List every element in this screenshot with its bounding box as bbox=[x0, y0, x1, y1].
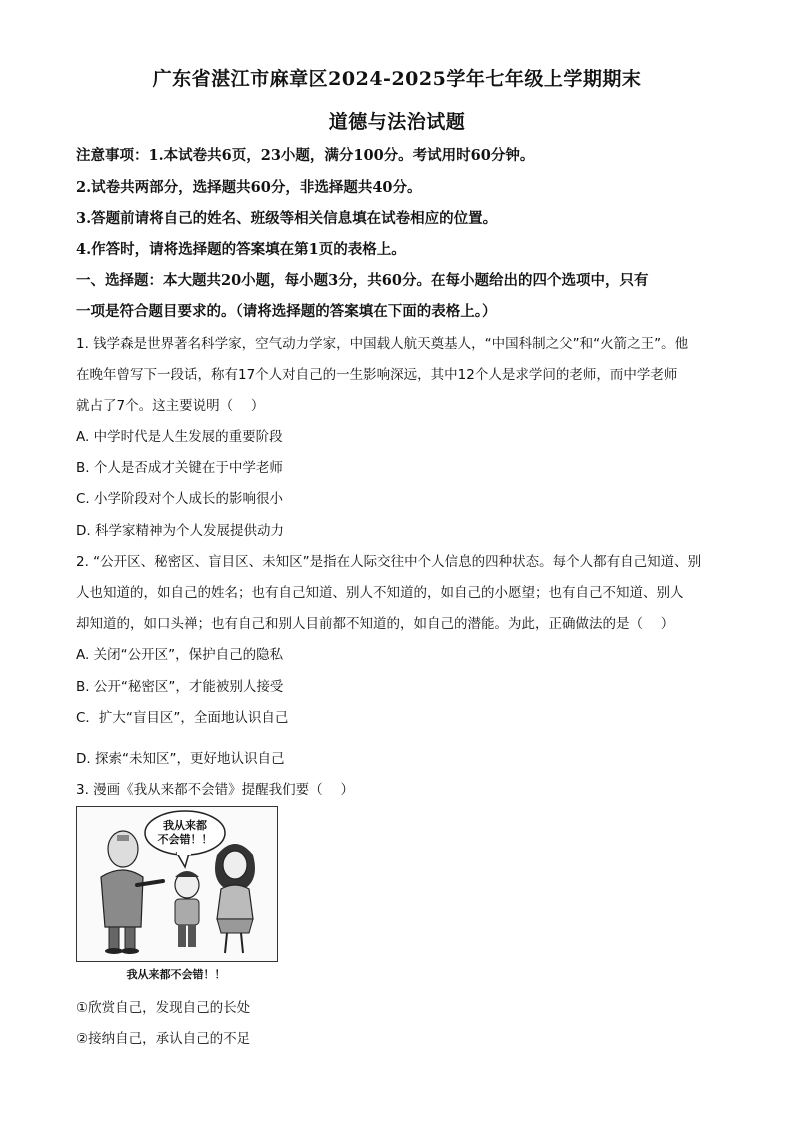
section-heading: 一项是符合题目要求的。（请将选择题的答案填在下面的表格上。） bbox=[76, 303, 497, 320]
question-2-stem: 人也知道的，如自己的姓名；也有自己知道、别人不知道的，如自己的小愿望；也有自己不知道、别人 bbox=[76, 585, 684, 601]
question-3-stem: 3. 漫画《我从来都不会错》提醒我们要（ ） bbox=[76, 782, 354, 798]
comic-illustration bbox=[76, 806, 278, 962]
question-1-stem: 就占了7个。这主要说明（ ） bbox=[76, 398, 265, 414]
note-line: 注意事项：1.本试卷共6页，23小题，满分100分。考试用时60分钟。 bbox=[76, 147, 535, 164]
question-1-option-a: A. 中学时代是人生发展的重要阶段 bbox=[76, 429, 283, 445]
question-1-option-b: B. 个人是否成才关键在于中学老师 bbox=[76, 460, 283, 476]
exam-title: 广东省湛江市麻章区2024-2025学年七年级上学期期末 bbox=[152, 68, 642, 90]
section-heading: 一、选择题：本大题共20小题，每小题3分，共60分。在每小题给出的四个选项中，只有 bbox=[76, 272, 649, 289]
note-line: 2.试卷共两部分，选择题共60分，非选择题共40分。 bbox=[76, 179, 422, 196]
comic-bubble-line: 我从来都 bbox=[163, 819, 207, 832]
question-1-option-d: D. 科学家精神为个人发展提供动力 bbox=[76, 523, 284, 539]
question-1-stem: 在晚年曾写下一段话，称有17个人对自己的一生影响深远，其中12个人是求学问的老师，而中学老师 bbox=[76, 367, 678, 383]
comic-bubble-line: 不会错！！ bbox=[157, 833, 213, 846]
comic-caption: 我从来都不会错！！ bbox=[126, 968, 226, 981]
question-2-stem: 却知道的，如口头禅；也有自己和别人目前都不知道的，如自己的潜能。为此，正确做法的是（ ） bbox=[76, 616, 675, 632]
question-2-option-d: D. 探索“未知区”，更好地认识自己 bbox=[76, 751, 285, 767]
question-2-option-c: C．扩大“盲目区”，全面地认识自己 bbox=[76, 710, 289, 726]
note-line: 3.答题前请将自己的姓名、班级等相关信息填在试卷相应的位置。 bbox=[76, 210, 498, 227]
question-3-item-2: ②接纳自己，承认自己的不足 bbox=[76, 1031, 251, 1047]
question-3-item-1: ①欣赏自己，发现自己的长处 bbox=[76, 1000, 251, 1016]
question-2-option-b: B. 公开“秘密区”，才能被别人接受 bbox=[76, 679, 284, 695]
question-1-option-c: C. 小学阶段对个人成长的影响很小 bbox=[76, 491, 284, 507]
question-2-stem: 2. “公开区、秘密区、盲目区、未知区”是指在人际交往中个人信息的四种状态。每个人都有自己知道、别 bbox=[76, 554, 702, 570]
note-line: 4.作答时，请将选择题的答案填在第1页的表格上。 bbox=[76, 241, 406, 258]
exam-subtitle: 道德与法治试题 bbox=[328, 111, 466, 133]
question-1-stem: 1. 钱学森是世界著名科学家，空气动力学家，中国载人航天奠基人，“中国科制之父”和“火箭之王”。他 bbox=[76, 336, 689, 352]
question-2-option-a: A. 关闭“公开区”，保护自己的隐私 bbox=[76, 647, 284, 663]
